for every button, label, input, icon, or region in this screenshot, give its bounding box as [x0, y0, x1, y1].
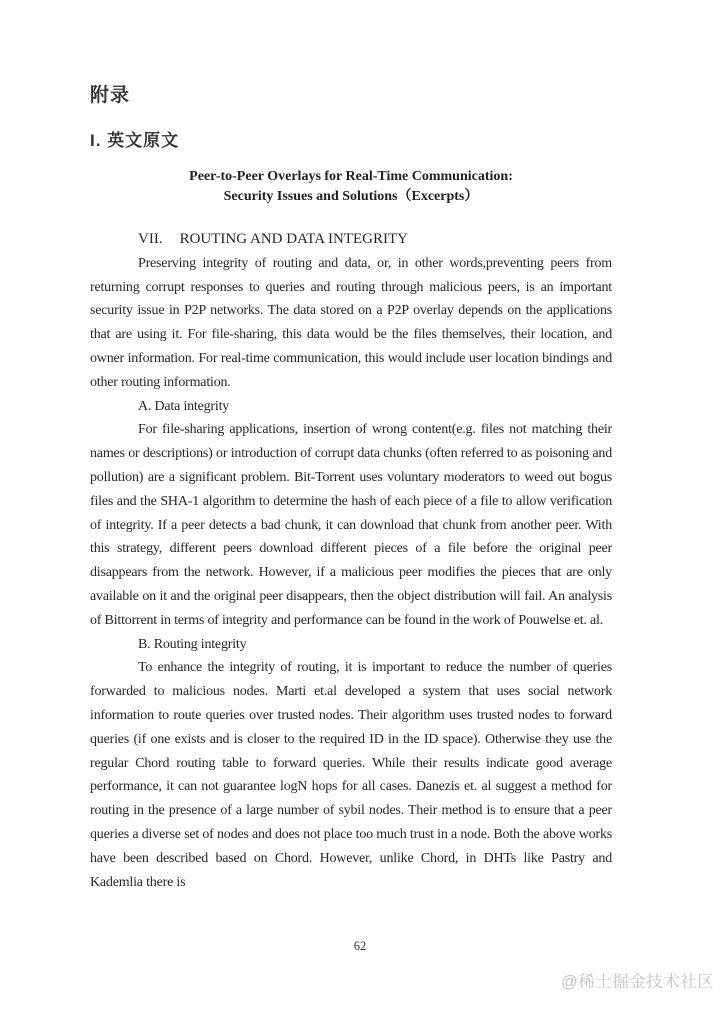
subheading-data-integrity: A. Data integrity: [138, 398, 230, 414]
chapter-heading-number: VII.: [138, 231, 163, 247]
subheading-routing-integrity: B. Routing integrity: [138, 636, 247, 652]
page-number: 62: [353, 939, 367, 953]
chapter-heading: [90, 228, 612, 252]
appendix-heading: 附录: [90, 85, 131, 106]
paper-title-line1: Peer-to-Peer Overlays for Real-Time Communication:: [189, 169, 513, 184]
paragraph: To enhance the integrity of routing, it is important to reduce the number of queries forwarded to malicious nodes. Marti et.al developed a system that uses social network information to route queries over trusted nodes. Their algorithm uses trusted nodes to forward queries (if one exists and is closer to the required ID in the ID space). Otherwise they use the regular Chord routing table to forward queries. While their results indicate good average performance, it can not guarantee logN hops for all cases. Danezis et. al suggest a method for routing in the presence of a large number of sybil nodes. Their method is to ensure that a peer queries a diverse set of nodes and does not place too much trust in a node. Both the above works have been described based on Chord. However, unlike Chord, in DHTs like Pastry and Kademlia there is: [90, 660, 612, 890]
page-content: [90, 84, 612, 894]
paragraph: Preserving integrity of routing and data, or, in other words,preventing peers from returning corrupt responses to queries and routing through malicious peers, is an important security issue in P2P networks. The data stored on a P2P overlay depends on the applications that are using it. For file-sharing, this data would be the files themselves, their location, and owner information. For real-time communication, this would include user location bindings and other routing information.: [90, 255, 612, 390]
chapter-heading-title: ROUTING AND DATA INTEGRITY: [179, 231, 408, 247]
paper-title-line2: Security Issues and Solutions（Excerpts）: [223, 188, 479, 204]
body-text: [90, 228, 612, 894]
watermark: @稀土掘金技术社区: [561, 973, 715, 991]
paragraph: For file-sharing applications, insertion of wrong content(e.g. files not matching their names or descriptions) or introduction of corrupt data chunks (often referred to as poisoning and pollution) are a significant problem. Bit-Torrent uses voluntary moderators to weed out bogus files and the SHA-1 algorithm to determine the hash of each piece of a file to allow verification of integrity. If a peer detects a bad chunk, it can download that chunk from another peer. With this strategy, different peers download different pieces of a file before the original peer disappears from the network. However, if a malicious peer modifies the pieces that are only available on it and the original peer disappears, then the object distribution will fail. An analysis of Bittorrent in terms of integrity and performance can be found in the work of Pouwelse et. al.: [90, 422, 612, 628]
paper-title: [90, 167, 612, 206]
section-heading: I. 英文原文: [90, 131, 180, 150]
